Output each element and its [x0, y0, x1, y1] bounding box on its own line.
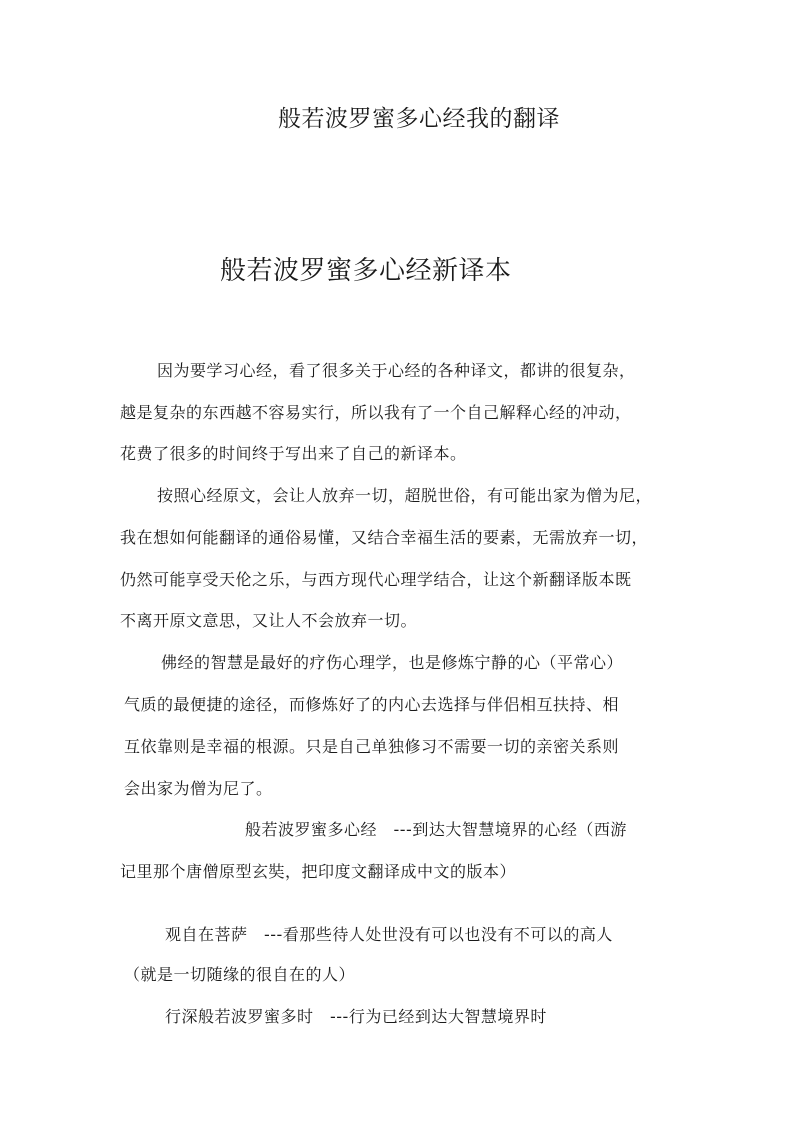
text-line: 我在想如何能翻译的通俗易懂，又结合幸福生活的要素，无需放弃一切， [120, 528, 649, 547]
text-line: 观自在菩萨 ---看那些待人处世没有可以也没有不可以的高人 [165, 925, 613, 944]
text-line: 越是复杂的东西越不容易实行，所以我有了一个自己解释心经的冲动， [120, 403, 632, 422]
text-line: 气质的最便捷的途径，而修炼好了的内心去选择与伴侣相互扶持、相 [124, 695, 620, 714]
text-line: 因为要学习心经，看了很多关于心经的各种译文，都讲的很复杂， [157, 361, 636, 380]
text-line: 互依靠则是幸福的根源。只是自己单独修习不需要一切的亲密关系则 [124, 737, 620, 756]
text-line: 会出家为僧为尼了。 [124, 779, 273, 798]
document-title: 般若波罗蜜多心经我的翻译 [278, 106, 560, 132]
text-line: 行深般若波罗蜜多时 ---行为已经到达大智慧境界时 [165, 1007, 547, 1026]
text-line: 记里那个唐僧原型玄奘，把印度文翻译成中文的版本） [120, 862, 517, 881]
text-line: 佛经的智慧是最好的疗伤心理学，也是修炼宁静的心（平常心） [161, 653, 624, 672]
text-line: 花费了很多的时间终于写出来了自己的新译本。 [120, 444, 467, 463]
text-line: 不离开原文意思，又让人不会放弃一切。 [120, 611, 418, 630]
document-subtitle: 般若波罗蜜多心经新译本 [220, 256, 512, 286]
text-line: 般若波罗蜜多心经 ---到达大智慧境界的心经（西游 [245, 820, 627, 839]
text-line: （就是一切随缘的很自在的人） [124, 965, 356, 984]
text-line: 仍然可能享受天伦之乐，与西方现代心理学结合，让这个新翻译版本既 [120, 570, 632, 589]
text-line: 按照心经原文，会让人放弃一切，超脱世俗，有可能出家为僧为尼， [157, 486, 653, 505]
